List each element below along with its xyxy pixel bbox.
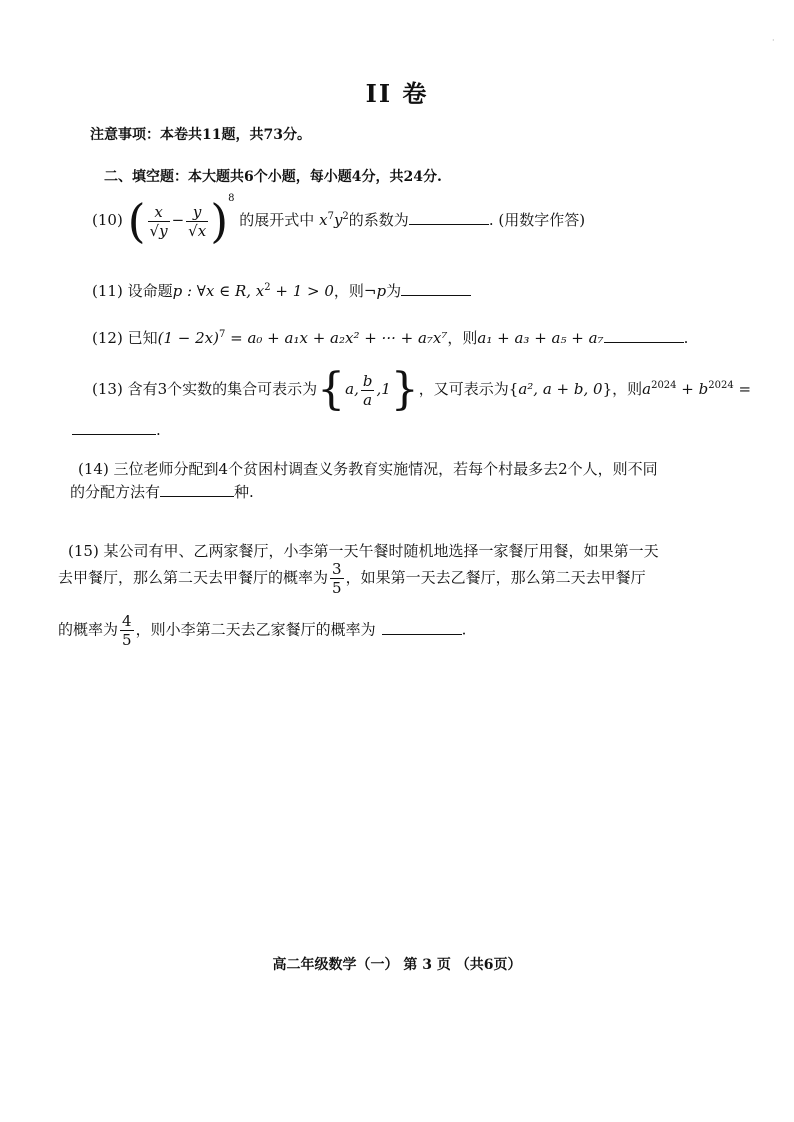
question-text: 去甲餐厅，那么第二天去甲餐厅的概率为 — [58, 568, 329, 587]
expansion: = a₀ + a₁x + a₂x² + ··· + a₇x⁷ — [230, 329, 448, 347]
expr-b-power: 2024 — [708, 380, 734, 391]
question-15-line-1: (15) 某公司有甲、乙两家餐厅，小李第一天午餐时随机地选择一家餐厅用餐，如果第一天 — [68, 542, 659, 560]
formula-power: 7 — [218, 329, 226, 340]
question-text: 的分配方法有 — [70, 483, 161, 501]
formula-rest: + 1 > 0 — [270, 282, 334, 300]
question-text: 已知 — [127, 329, 158, 347]
question-number: (11) — [92, 282, 123, 300]
question-end: . — [683, 329, 689, 347]
fraction-3-5: $\frac{3}{5}$ — [332, 560, 342, 597]
question-10 — [92, 193, 586, 248]
set1-a: a, — [345, 380, 359, 398]
section-heading: 二、填空题：本大题共6个小题，每小题4分，共24分. — [104, 169, 442, 185]
equals-sign: = — [733, 380, 752, 398]
power: 8 — [228, 193, 235, 204]
question-tail: 的系数为 — [348, 211, 409, 229]
question-mid: ，则 — [333, 282, 364, 300]
right-brace: } — [390, 364, 419, 415]
answer-blank — [160, 480, 234, 497]
question-mid: ，又可表示为 — [418, 380, 509, 398]
expr-b: b — [698, 380, 709, 398]
notice: 注意事项：本卷共11题，共73分。 — [90, 127, 311, 143]
fraction-y-over-sqrt-x: $\frac{y}{√x}$ — [188, 202, 207, 240]
question-15-line-3 — [58, 612, 466, 649]
term-x: x — [319, 211, 328, 229]
question-number: (10) — [92, 211, 123, 229]
term-y: y — [333, 211, 343, 229]
question-end: . — [156, 421, 161, 439]
right-brace-2: } — [602, 380, 613, 398]
question-end: . (用数字作答) — [488, 211, 586, 229]
question-text: 设命题 — [127, 282, 173, 300]
question-text: 的展开式中 — [239, 211, 315, 229]
question-15-line-2 — [58, 560, 646, 597]
question-tail: ，则 — [612, 380, 643, 398]
left-brace-2: { — [508, 380, 519, 398]
set2: a², a + b, 0 — [518, 380, 603, 398]
question-12 — [92, 326, 688, 348]
question-text-2: ，则小李第二天去乙家餐厅的概率为 — [135, 620, 376, 639]
answer-blank — [604, 326, 684, 343]
formula-power: 2 — [264, 282, 271, 293]
question-13 — [92, 364, 752, 415]
fraction-b-over-a: $\frac{b}{a}$ — [362, 371, 373, 409]
question-14-line-2 — [70, 480, 254, 502]
scan-mark: · — [772, 36, 775, 45]
question-number: (13) — [92, 380, 123, 398]
question-number: (12) — [92, 329, 123, 347]
fraction-4-5: $\frac{4}{5}$ — [122, 612, 132, 649]
set1-c: ,1 — [376, 380, 391, 398]
expr-a-power: 2024 — [651, 380, 677, 391]
formula: p : ∀x ∈ R, x — [172, 282, 265, 300]
question-tail: 为 — [386, 282, 402, 300]
question-mid: ，则 — [447, 329, 478, 347]
left-paren: ( — [127, 194, 146, 248]
negation: ¬p — [363, 282, 387, 300]
question-text: 的概率为 — [58, 620, 119, 639]
right-paren: ) — [210, 194, 229, 248]
question-14-line-1: (14) 三位老师分配到4个贫困村调查义务教育实施情况，若每个村最多去2个人，则不同 — [78, 460, 658, 478]
answer-blank — [409, 208, 489, 225]
answer-blank — [401, 279, 471, 296]
sum-expression: a₁ + a₃ + a₅ + a₇ — [477, 329, 604, 347]
answer-blank — [72, 418, 156, 435]
question-end: . — [461, 620, 467, 639]
question-text-2: ，如果第一天去乙餐厅，那么第二天去甲餐厅 — [345, 568, 646, 587]
question-13-answer-line — [72, 418, 161, 439]
term-y-power: 2 — [342, 211, 349, 222]
question-text: 含有3个实数的集合可表示为 — [127, 380, 318, 398]
answer-blank — [382, 618, 462, 635]
term-x-power: 7 — [327, 211, 334, 222]
fraction-x-over-sqrt-y: $\frac{x}{√y}$ — [149, 202, 168, 240]
left-brace: { — [317, 364, 346, 415]
question-11 — [92, 279, 471, 301]
page-footer: 高二年级数学（一） 第 3 页 （共6页） — [272, 957, 522, 973]
page-title: II 卷 — [365, 79, 429, 108]
formula: (1 − 2x) — [157, 329, 219, 347]
expr-a: a — [642, 380, 652, 398]
plus-sign: + — [676, 380, 699, 398]
minus-sign: − — [171, 211, 185, 229]
question-end: 种. — [234, 483, 254, 501]
